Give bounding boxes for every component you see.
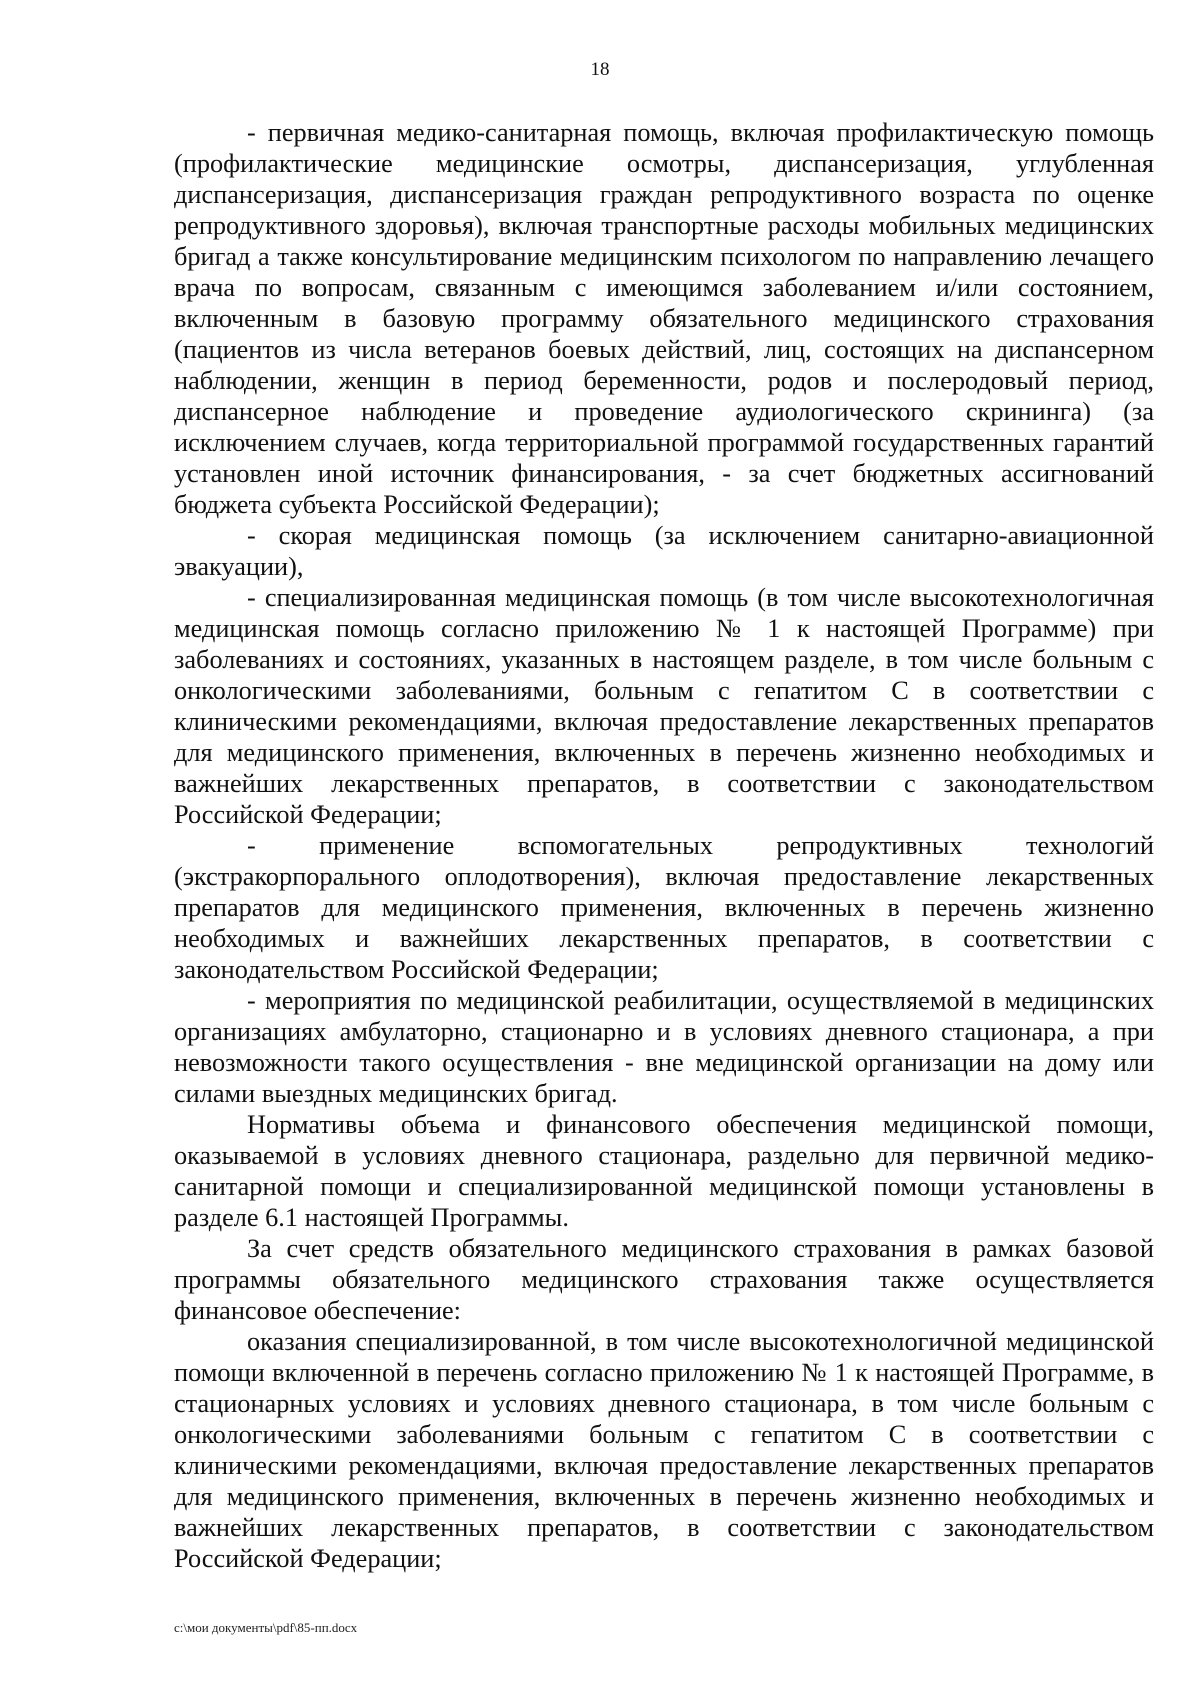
paragraph-rehabilitation: - мероприятия по медицинской реабилитации, осуществляемой в медицинских организациях амбулаторно, стационарно и в условиях дневного стационара, а при невозможности такого осуществления - вне медицинской организации на дому или силами выездных медицинских бригад. <box>174 986 1154 1108</box>
paragraph-specialized-hightech: оказания специализированной, в том числе высокотехнологичной медицинской помощи включенной в перечень согласно приложению № 1 к настоящей Программе, в стационарных условиях и условиях дневного стационара, в том числе больным с онкологическими заболеваниями больным с гепатитом С в соответствии с клиническими рекомендациями, включая предоставление лекарственных препаратов для медицинского применения, включенных в перечень жизненно необходимых и важнейших лекарственных препаратов, в соответствии с законодательством Российской Федерации; <box>174 1327 1154 1573</box>
paragraph-primary-care: - первичная медико-санитарная помощь, включая профилактическую помощь (профилактические медицинские осмотры, диспансеризация, углубленная диспансеризация, диспансеризация граждан репродуктивного возраста по оценке репродуктивного здоровья), включая транспортные расходы мобильных медицинских бригад а также консультирование медицинским психологом по направлению лечащего врача по вопросам, связанным с имеющимся заболеванием и/или состоянием, включенным в базовую программу обязательного медицинского страхования (пациентов из числа ветеранов боевых действий, лиц, состоящих на диспансерном наблюдении, женщин в период беременности, родов и послеродовый период, диспансерное наблюдение и проведение аудиологического скрининга) (за исключением случаев, когда территориальной программой государственных гарантий установлен иной источник финансирования, - за счет бюджетных ассигнований бюджета субъекта Российской Федерации); <box>174 118 1154 519</box>
paragraph-specialized-care: - специализированная медицинская помощь (в том числе высокотехнологичная медицинская помощь согласно приложению № 1 к настоящей Программе) при заболеваниях и состояниях, указанных в настоящем разделе, в том числе больным с онкологическими заболеваниями, больным с гепатитом С в соответствии с клиническими рекомендациями, включая предоставление лекарственных препаратов для медицинского применения, включенных в перечень жизненно необходимых и важнейших лекарственных препаратов, в соответствии с законодательством Российской Федерации; <box>174 583 1154 829</box>
paragraph-day-hospital-norms: Нормативы объема и финансового обеспечения медицинской помощи, оказываемой в условиях дневного стационара, раздельно для первичной медико-санитарной помощи и специализированной медицинской помощи установлены в разделе 6.1 настоящей Программы. <box>174 1110 1154 1232</box>
paragraph-reproductive-technologies: - применение вспомогательных репродуктивных технологий (экстракорпорального оплодотворения), включая предоставление лекарственных препаратов для медицинского применения, включенных в перечень жизненно необходимых и важнейших лекарственных препаратов, в соответствии с законодательством Российской Федерации; <box>174 831 1154 984</box>
page-number: 18 <box>590 59 610 80</box>
footer-file-path: c:\мои документы\pdf\85-пп.docx <box>174 1620 358 1635</box>
paragraph-oms-funding: За счет средств обязательного медицинского страхования в рамках базовой программы обязательного медицинского страхования также осуществляется финансовое обеспечение: <box>174 1234 1154 1325</box>
paragraph-emergency-care: - скорая медицинская помощь (за исключением санитарно-авиационной эвакуации), <box>174 521 1154 581</box>
document-body <box>174 117 1154 1574</box>
